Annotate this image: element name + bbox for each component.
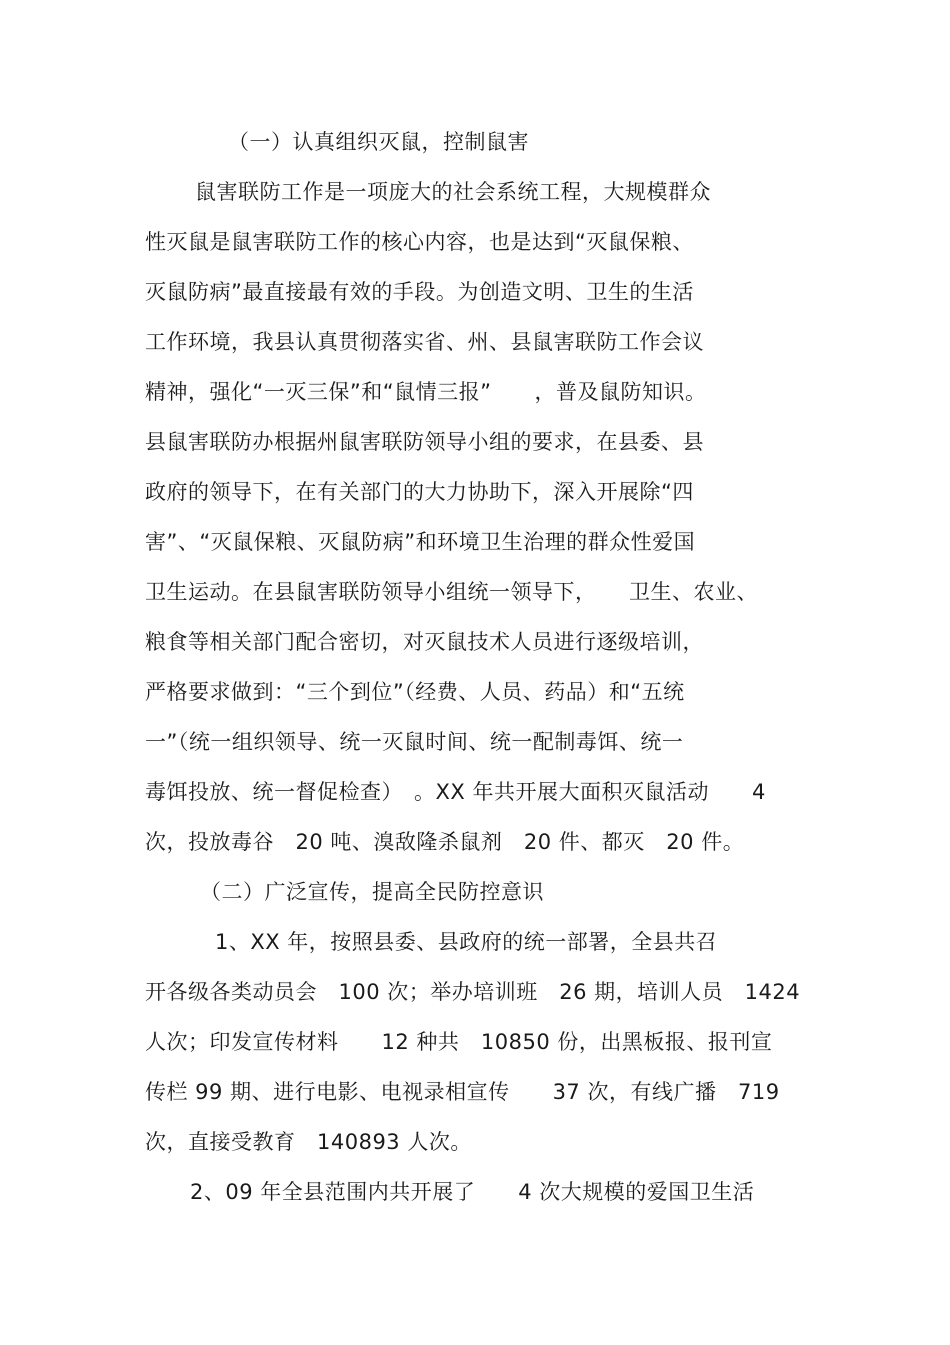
- paragraph-line: 县鼠害联防办根据州鼠害联防领导小组的要求，在县委、县: [145, 430, 704, 454]
- paragraph-line: 鼠害联防工作是一项庞大的社会系统工程，大规模群众: [195, 180, 711, 204]
- paragraph-line: 次，直接受教育 140893 人次。: [145, 1130, 472, 1154]
- paragraph-line: 害”、“灭鼠保粮、灭鼠防病”和环境卫生治理的群众性爱国: [145, 530, 696, 554]
- paragraph-line: 严格要求做到：“三个到位”（经费、人员、药品）和“五统: [145, 680, 685, 704]
- paragraph-line: 开各级各类动员会 100 次；举办培训班 26 期，培训人员 1424: [145, 980, 801, 1004]
- paragraph-line: 粮食等相关部门配合密切，对灭鼠技术人员进行逐级培训，: [145, 630, 704, 654]
- paragraph-line: 传栏 99 期、进行电影、电视录相宣传 37 次，有线广播 719: [145, 1080, 780, 1104]
- paragraph-line: 次，投放毒谷 20 吨、溴敌隆杀鼠剂 20 件、都灭 20 件。: [145, 830, 745, 854]
- paragraph-line: 1、XX 年，按照县委、县政府的统一部署，全县共召: [215, 930, 718, 954]
- paragraph-line: 人次；印发宣传材料 12 种共 10850 份，出黑板报、报刊宣: [145, 1030, 773, 1054]
- paragraph-line: 性灭鼠是鼠害联防工作的核心内容，也是达到“灭鼠保粮、: [145, 230, 694, 254]
- paragraph-line: 灭鼠防病”最直接最有效的手段。为创造文明、卫生的生活: [145, 280, 694, 304]
- paragraph-line: 一”（统一组织领导、统一灭鼠时间、统一配制毒饵、统一: [145, 730, 684, 754]
- paragraph-line: 工作环境，我县认真贯彻落实省、州、县鼠害联防工作会议: [145, 330, 704, 354]
- paragraph-line: 卫生运动。在县鼠害联防领导小组统一领导下， 卫生、农业、: [145, 580, 758, 604]
- paragraph-line: 毒饵投放、统一督促检查） 。XX 年共开展大面积灭鼠活动 4: [145, 780, 766, 804]
- section-heading-1: （一）认真组织灭鼠，控制鼠害: [228, 130, 529, 154]
- paragraph-line: 精神，强化“一灭三保”和“鼠情三报” ，普及鼠防知识。: [145, 380, 707, 404]
- paragraph-line: 政府的领导下，在有关部门的大力协助下，深入开展除“四: [145, 480, 694, 504]
- section-heading-2: （二）广泛宣传，提高全民防控意识: [200, 880, 544, 904]
- paragraph-line: 2、09 年全县范围内共开展了 4 次大规模的爱国卫生活: [190, 1180, 755, 1204]
